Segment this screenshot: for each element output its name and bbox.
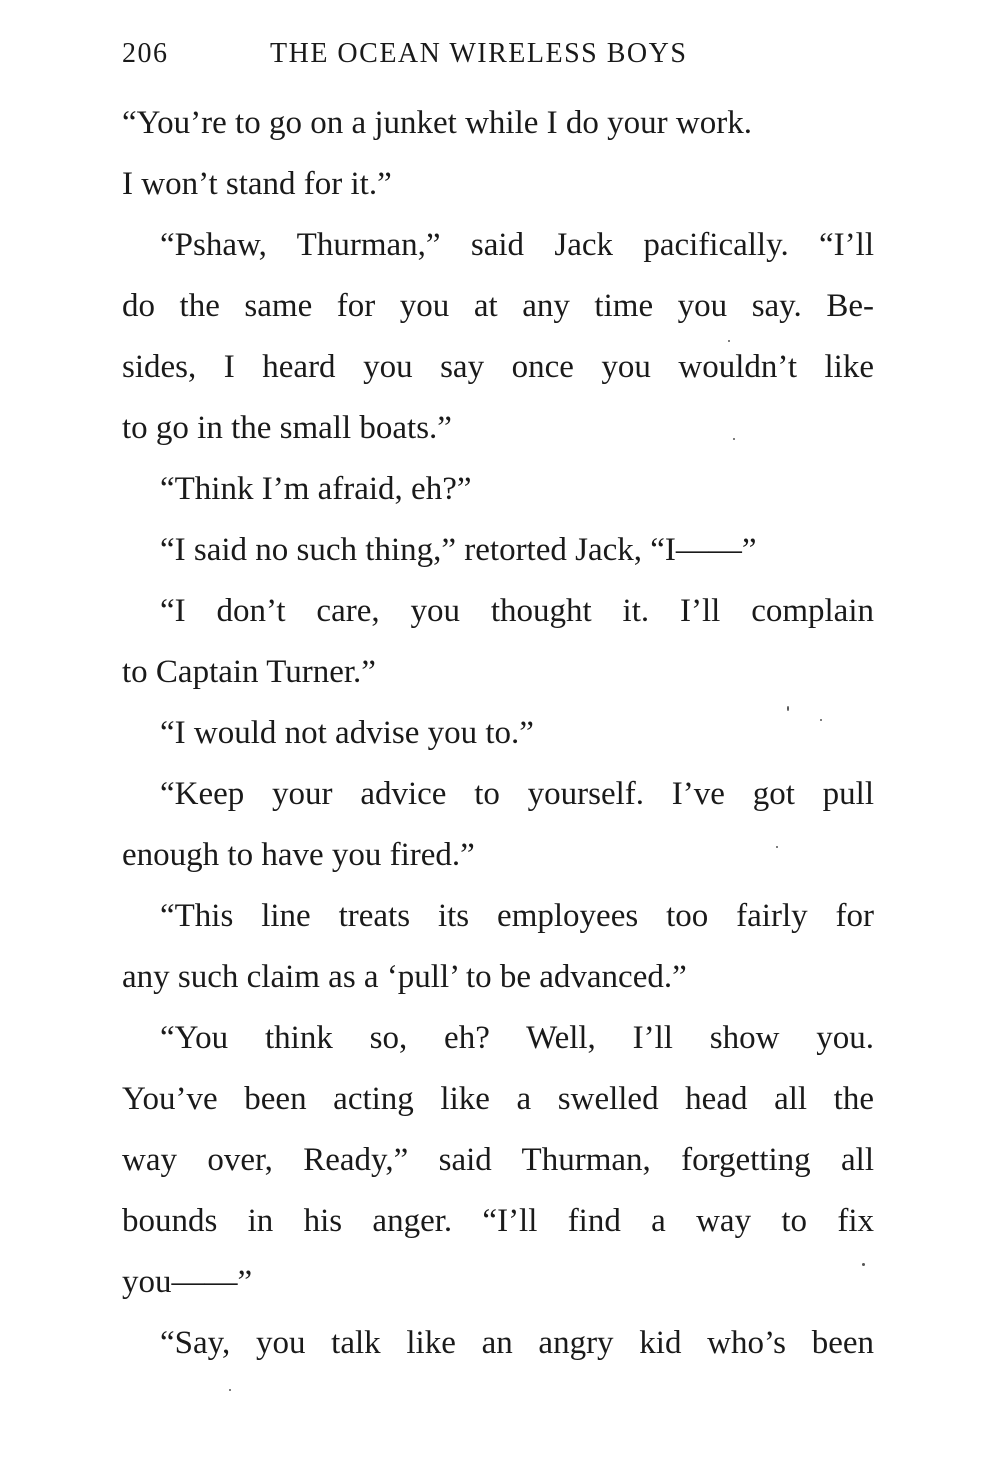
text-line: “Think I’m afraid, eh?” [160,471,472,507]
text-line: “Say, you talk like an angry kid who’s been [160,1325,874,1361]
text-line: to go in the small boats.” [122,410,452,446]
text-line: “I would not advise you to.” [160,715,534,751]
text-line: I won’t stand for it.” [122,166,392,202]
text-line: You’ve been acting like a swelled head all the [122,1081,874,1117]
text-line: “This line treats its employees too fairly for [160,898,874,934]
text-line: sides, I heard you say once you wouldn’t like [122,349,874,385]
text-line: “You’re to go on a junket while I do your work. [122,105,752,141]
text-line: way over, Ready,” said Thurman, forgetting all [122,1142,874,1178]
text-line: you——” [122,1264,253,1300]
body-text [122,93,874,1374]
text-line: “I don’t care, you thought it. I’ll complain [160,593,874,629]
text-line: “I said no such thing,” retorted Jack, “I——” [160,532,757,568]
text-line: do the same for you at any time you say. Be- [122,288,874,324]
text-line: “Pshaw, Thurman,” said Jack pacifically. “I’ll [160,227,874,263]
page-number: 206 [122,38,169,69]
text-line: “Keep your advice to yourself. I’ve got pull [160,776,874,812]
text-line: any such claim as a ‘pull’ to be advanced.” [122,959,687,995]
text-line: bounds in his anger. “I’ll find a way to fix [122,1203,874,1239]
running-head [122,38,882,78]
running-title: THE OCEAN WIRELESS BOYS [270,38,688,69]
text-line: “You think so, eh? Well, I’ll show you. [160,1020,874,1056]
text-line: to Captain Turner.” [122,654,376,690]
text-line: enough to have you fired.” [122,837,475,873]
